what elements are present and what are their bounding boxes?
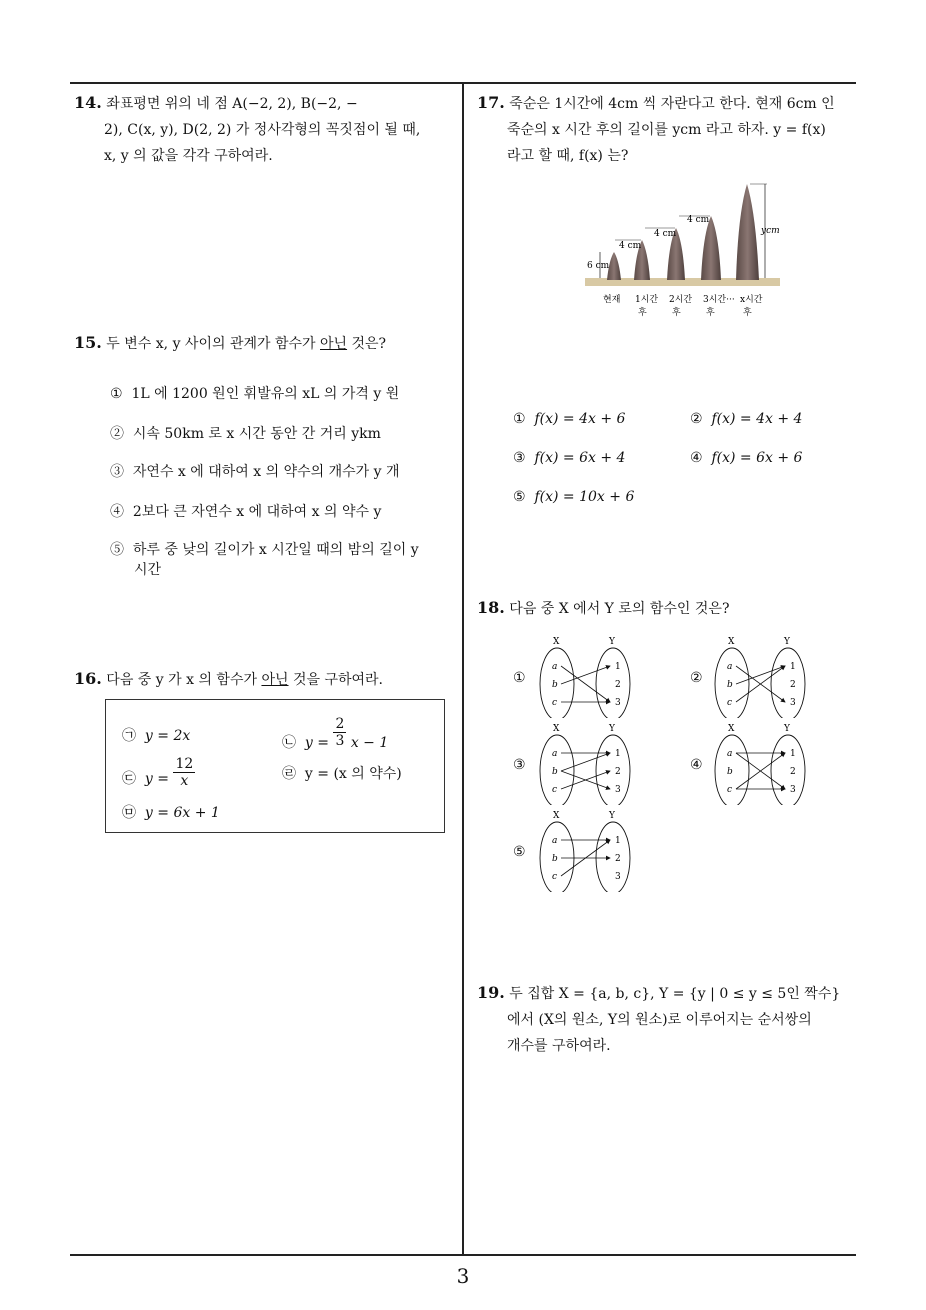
length-label: 4 cm	[619, 241, 642, 251]
question-text-line: 2), C(x, y), D(2, 2) 가 정사각형의 꼭짓점이 될 때,	[104, 122, 421, 138]
time-label-after: 후	[743, 308, 752, 318]
choice-mark: ㉡	[282, 734, 296, 751]
underlined-word: 아닌	[320, 336, 348, 352]
set-y-label: Y	[609, 724, 615, 734]
fraction	[173, 756, 195, 789]
mapping-diagram-1	[535, 634, 639, 718]
set-x-label: X	[553, 637, 560, 647]
question-stem: 다음 중 X 에서 Y 로의 함수인 것은?	[509, 601, 730, 617]
option-text: f(x) = 6x + 6	[711, 450, 803, 466]
choice-mark: ㉤	[122, 805, 136, 821]
question-14	[74, 90, 454, 169]
question-17	[477, 90, 862, 169]
set-y-label: Y	[609, 811, 615, 821]
domain-element: c	[552, 698, 558, 708]
codomain-element: 1	[615, 836, 621, 846]
mapping-arrow	[561, 666, 610, 684]
time-label-after: 후	[638, 308, 647, 318]
domain-element: c	[552, 872, 558, 882]
answer-option-1[interactable]	[513, 409, 625, 429]
codomain-ellipse	[596, 648, 630, 718]
option-mark: ①	[513, 411, 526, 427]
question-text-line: 죽순은 1시간에 4cm 씩 자란다고 한다. 현재 6cm 인	[509, 96, 835, 112]
choice-text: y = (x 의 약수)	[304, 766, 402, 782]
fraction-numerator: 2	[335, 716, 345, 732]
question-text-line: 에서 (X의 원소, Y의 원소)로 이루어지는 순서쌍의	[507, 1012, 812, 1028]
codomain-element: 1	[790, 662, 796, 672]
time-label-after: 후	[672, 308, 681, 318]
domain-element: b	[727, 767, 733, 777]
answer-option-1[interactable]: ①	[513, 670, 526, 686]
page-number: 3	[456, 1264, 470, 1288]
answer-option-1[interactable]	[110, 384, 399, 404]
domain-element: a	[552, 749, 558, 759]
question-text-line: 두 집합 X = {a, b, c}, Y = {y | 0 ≤ y ≤ 5인 짝수}	[509, 986, 841, 1002]
question-stem-end: 것은?	[347, 336, 387, 352]
option-mark: ③	[110, 464, 124, 480]
set-x-label: X	[728, 724, 735, 734]
answer-option-5[interactable]: ⑤	[513, 844, 526, 860]
underlined-word: 아닌	[261, 672, 289, 688]
choice-d	[282, 764, 402, 784]
option-text: 하루 중 낮의 길이가 x 시간일 때의 밤의 길이 y	[132, 542, 419, 558]
question-19	[477, 980, 862, 1059]
choice-a	[122, 726, 190, 746]
answer-option-2[interactable]	[110, 424, 381, 444]
domain-element: b	[552, 680, 558, 690]
question-text-line: 죽순의 x 시간 후의 길이를 ycm 라고 하자. y = f(x)	[507, 122, 826, 138]
codomain-element: 2	[615, 767, 621, 777]
codomain-element: 1	[615, 662, 621, 672]
question-text-line: x, y 의 값을 각각 구하여라.	[104, 148, 273, 164]
answer-option-2[interactable]: ②	[690, 670, 703, 686]
option-text: f(x) = 10x + 6	[534, 489, 635, 505]
bamboo-shoot-figure	[585, 178, 785, 323]
time-label-after: 후	[706, 308, 715, 318]
option-text: f(x) = 6x + 4	[534, 450, 626, 466]
question-number: 16.	[74, 669, 102, 688]
option-mark: ⑤	[110, 542, 124, 558]
length-label: 4 cm	[654, 229, 677, 239]
codomain-ellipse	[596, 735, 630, 805]
choice-text: y =	[304, 734, 334, 751]
domain-element: c	[727, 698, 733, 708]
mapping-arrow	[561, 666, 610, 702]
answer-option-3[interactable]: ③	[513, 757, 526, 773]
domain-element: b	[552, 854, 558, 864]
question-stem-end: 것을 구하여라.	[288, 672, 384, 688]
codomain-element: 3	[790, 698, 796, 708]
answer-option-4[interactable]	[110, 502, 381, 522]
time-label: 현재	[603, 295, 621, 305]
option-text-continued: 시간	[134, 562, 162, 578]
codomain-element: 1	[615, 749, 621, 759]
length-label: 6 cm	[587, 261, 610, 271]
fraction-denominator: 3	[335, 733, 345, 749]
codomain-ellipse	[771, 735, 805, 805]
domain-element: b	[727, 680, 733, 690]
option-mark: ②	[690, 411, 703, 427]
choice-e	[122, 803, 220, 823]
fraction-numerator: 12	[175, 756, 194, 772]
time-label: x시간	[740, 295, 763, 305]
choice-text: x − 1	[350, 734, 389, 751]
question-number: 14.	[74, 93, 102, 112]
question-stem: 다음 중 y 가 x 의 함수가	[106, 672, 262, 688]
option-text: 1L 에 1200 원인 휘발유의 xL 의 가격 y 원	[131, 386, 400, 402]
choice-text: y = 2x	[144, 728, 191, 744]
choice-mark: ㉣	[282, 766, 296, 782]
set-y-label: Y	[609, 637, 615, 647]
codomain-element: 2	[790, 680, 796, 690]
option-text: 2보다 큰 자연수 x 에 대하여 x 의 약수 y	[132, 504, 382, 520]
domain-element: c	[552, 785, 558, 795]
domain-element: a	[552, 836, 558, 846]
set-x-label: X	[553, 811, 560, 821]
time-label: 1시간	[635, 295, 659, 305]
choice-mark: ㉢	[122, 770, 136, 787]
answer-option-3[interactable]	[110, 462, 400, 482]
option-mark: ⑤	[513, 489, 526, 505]
codomain-element: 3	[615, 785, 621, 795]
domain-element: a	[727, 749, 733, 759]
option-mark: ③	[513, 450, 526, 466]
mapping-diagram-5	[535, 808, 639, 892]
answer-option-2[interactable]	[690, 409, 802, 429]
codomain-ellipse	[596, 822, 630, 892]
answer-option-5[interactable]	[513, 487, 634, 507]
codomain-element: 2	[615, 680, 621, 690]
question-number: 15.	[74, 333, 102, 352]
answer-option-4[interactable]	[690, 448, 802, 468]
option-text: 시속 50km 로 x 시간 동안 간 거리 ykm	[132, 426, 381, 442]
choice-b	[282, 716, 388, 749]
question-number: 17.	[477, 93, 505, 112]
time-label: 3시간···	[703, 295, 735, 305]
mapping-arrow	[736, 666, 785, 684]
set-x-label: X	[553, 724, 560, 734]
answer-option-3[interactable]	[513, 448, 625, 468]
codomain-element: 3	[615, 872, 621, 882]
question-text-line: 개수를 구하여라.	[507, 1038, 611, 1054]
question-number: 18.	[477, 598, 505, 617]
option-mark: ②	[110, 426, 124, 442]
set-y-label: Y	[784, 724, 790, 734]
question-stem: 두 변수 x, y 사이의 관계가 함수가	[106, 336, 320, 352]
option-mark: ④	[110, 504, 124, 520]
option-text: 자연수 x 에 대하여 x 의 약수의 개수가 y 개	[132, 464, 400, 480]
question-number: 19.	[477, 983, 505, 1002]
option-mark: ④	[690, 450, 703, 466]
codomain-element: 2	[790, 767, 796, 777]
length-label: ycm	[761, 226, 780, 236]
bamboo-shoot-4	[736, 184, 759, 280]
option-text: f(x) = 4x + 4	[711, 411, 803, 427]
mapping-diagram-3	[535, 721, 639, 805]
question-18	[477, 595, 862, 622]
choice-c	[122, 756, 195, 789]
domain-element: c	[727, 785, 733, 795]
column-divider	[462, 82, 464, 1254]
choice-text: y = 6x + 1	[144, 805, 220, 821]
length-label: 4 cm	[687, 215, 710, 225]
codomain-element: 3	[790, 785, 796, 795]
codomain-element: 2	[615, 854, 621, 864]
set-x-label: X	[728, 637, 735, 647]
fraction	[333, 716, 346, 749]
choice-mark: ㉠	[122, 728, 136, 744]
answer-option-5[interactable]	[110, 540, 419, 580]
choice-text: y =	[144, 770, 174, 787]
domain-element: a	[552, 662, 558, 672]
codomain-element: 3	[615, 698, 621, 708]
bottom-rule	[70, 1254, 856, 1256]
time-label: 2시간	[669, 295, 693, 305]
codomain-ellipse	[771, 648, 805, 718]
mapping-arrow	[561, 753, 610, 771]
domain-element: b	[552, 767, 558, 777]
question-15	[74, 330, 454, 357]
question-text-line: 라고 할 때, f(x) 는?	[507, 148, 629, 164]
mapping-diagram-2	[710, 634, 814, 718]
fraction-denominator: x	[180, 773, 189, 789]
domain-element: a	[727, 662, 733, 672]
bamboo-shoot-3	[701, 216, 721, 280]
answer-option-4[interactable]: ④	[690, 757, 703, 773]
set-y-label: Y	[784, 637, 790, 647]
codomain-element: 1	[790, 749, 796, 759]
option-mark: ①	[110, 386, 123, 402]
question-text-line: 좌표평면 위의 네 점 A(−2, 2), B(−2, −	[106, 96, 358, 112]
option-text: f(x) = 4x + 6	[534, 411, 626, 427]
mapping-diagram-4	[710, 721, 814, 805]
question-16	[74, 666, 454, 693]
